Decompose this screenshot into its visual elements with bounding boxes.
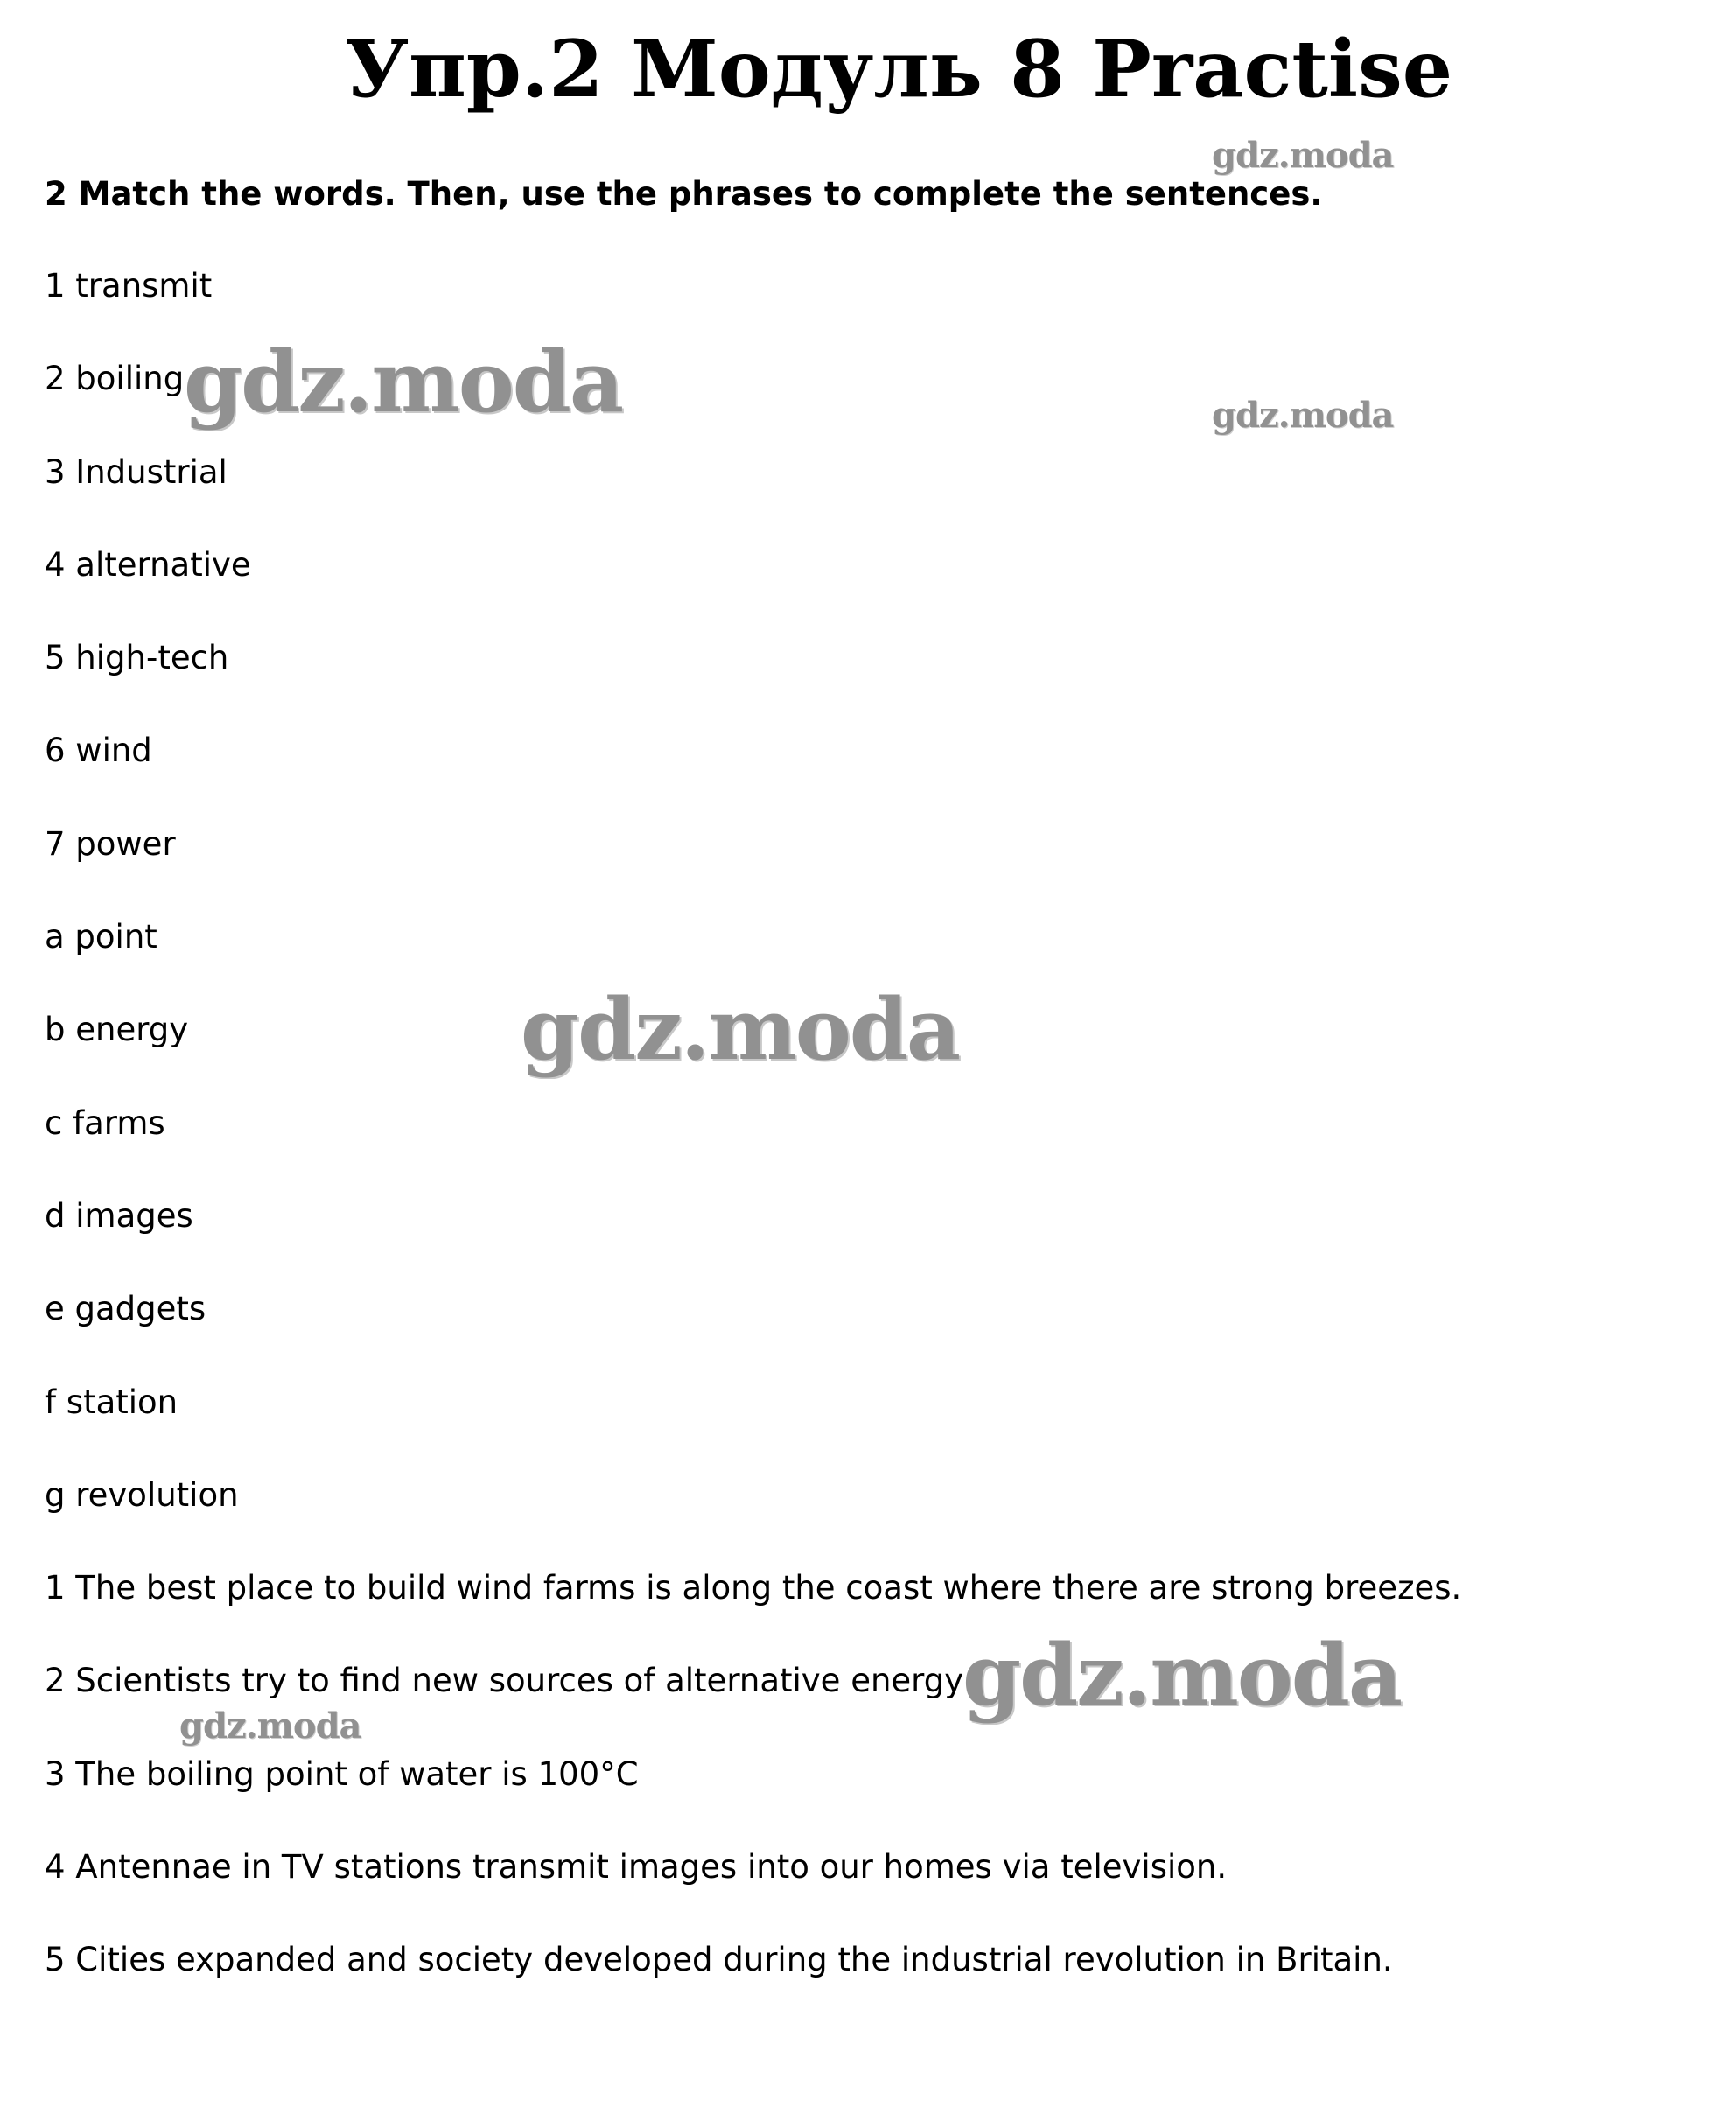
sentence-5: 5 Cities expanded and society developed during the industrial revolution in Britain.: [45, 1941, 1393, 1979]
sentence-4: 4 Antennae in TV stations transmit images into our homes via television.: [45, 1848, 1228, 1887]
word-c: c farms: [45, 1103, 165, 1142]
exercise-lines: [45, 260, 1461, 2027]
watermark-logo: gdz.moda: [521, 980, 960, 1079]
word-2: 2 boiling: [45, 360, 185, 398]
watermark-logo: gdz.moda: [184, 333, 623, 431]
watermark-logo: gdz.moda: [179, 1705, 361, 1747]
word-5: 5 high-tech: [45, 639, 229, 677]
watermark-logo: gdz.moda: [1212, 135, 1394, 176]
word-a: a point: [45, 918, 158, 956]
word-1: 1 transmit: [45, 267, 213, 305]
word-e: e gadgets: [45, 1290, 206, 1328]
word-f: f station: [45, 1383, 178, 1421]
word-g: g revolution: [45, 1475, 239, 1514]
watermark-logo: gdz.moda: [962, 1626, 1402, 1725]
word-4: 4 alternative: [45, 545, 251, 584]
sentence-1: 1 The best place to build wind farms is along the coast where there are strong breezes.: [45, 1569, 1462, 1607]
word-3: 3 Industrial: [45, 452, 228, 491]
word-6: 6 wind: [45, 732, 152, 770]
exercise-instruction: 2 Match the words. Then, use the phrases to complete the sentences.: [45, 175, 1323, 213]
sentence-3: 3 The boiling point of water is 100°C: [45, 1754, 639, 1793]
watermark-logo: gdz.moda: [1212, 395, 1394, 436]
word-d: d images: [45, 1196, 193, 1235]
word-7: 7 power: [45, 824, 176, 863]
word-b: b energy: [45, 1011, 189, 1049]
page-title: Упр.2 Модуль 8 Practise: [344, 23, 1453, 116]
sentence-2: 2 Scientists try to find new sources of alternative energy: [45, 1662, 964, 1700]
